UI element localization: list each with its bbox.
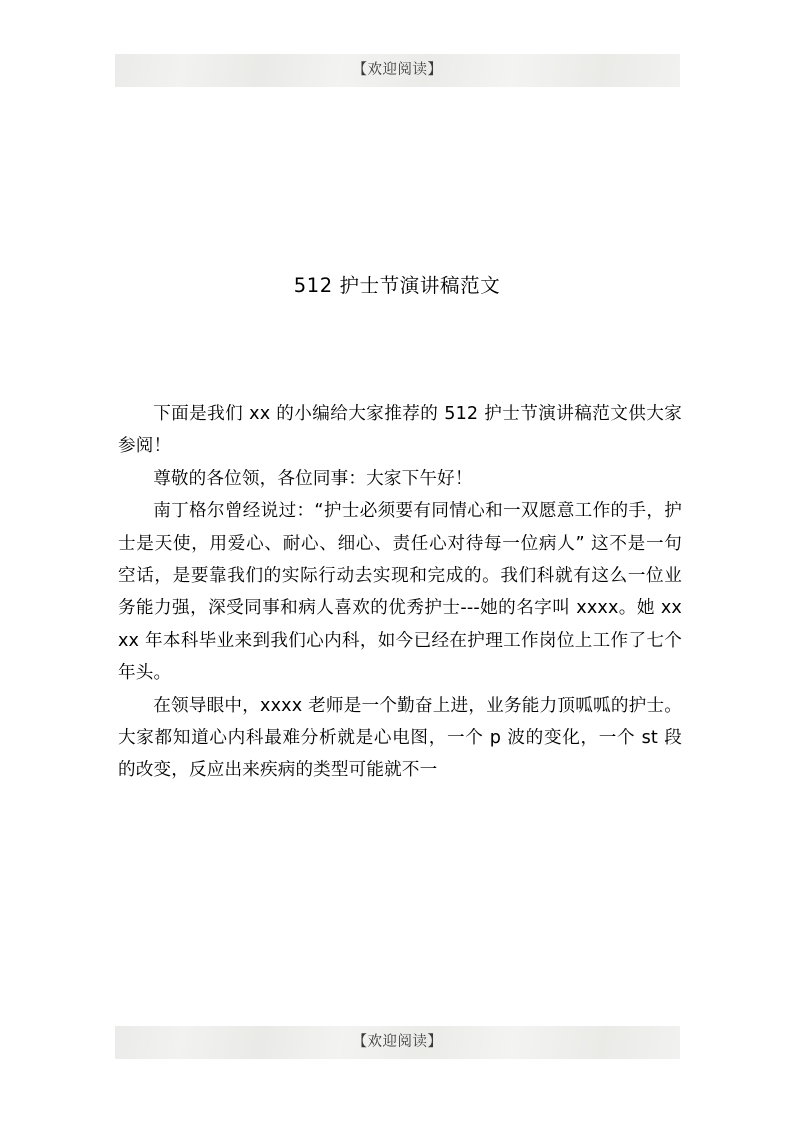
paragraph: 南丁格尔曾经说过：“护士必须要有同情心和一双愿意工作的手，护士是天使，用爱心、耐心、细心、责任心对待每一位病人” 这不是一句空话，是要靠我们的实际行动去实现和完成的。我们科就有这么一位业务能力强，深受同事和病人喜欢的优秀护士---她的名字叫 xxxx。她 xxxx 年本科毕业来到我们心内科，如今已经在护理工作岗位上工作了七个年头。 [118, 501, 682, 684]
document-body [118, 398, 682, 787]
footer-watermark-band [115, 1026, 680, 1059]
paragraph: 尊敬的各位领，各位同事：大家下午好！ [153, 468, 473, 489]
header-watermark-band [115, 54, 680, 87]
page-title: 512 护士节演讲稿范文 [293, 274, 501, 297]
footer-watermark-text: 【欢迎阅读】 [352, 1034, 443, 1051]
paragraph: 在领导眼中，xxxx 老师是一个勤奋上进，业务能力顶呱呱的护士。大家都知道心内科最难分析就是心电图，一个 p 波的变化，一个 st 段的改变，反应出来疾病的类型可能就不一 [118, 695, 682, 781]
paragraph: 下面是我们 xx 的小编给大家推荐的 512 护士节演讲稿范文供大家参阅！ [118, 404, 682, 457]
header-watermark-text: 【欢迎阅读】 [352, 62, 443, 79]
